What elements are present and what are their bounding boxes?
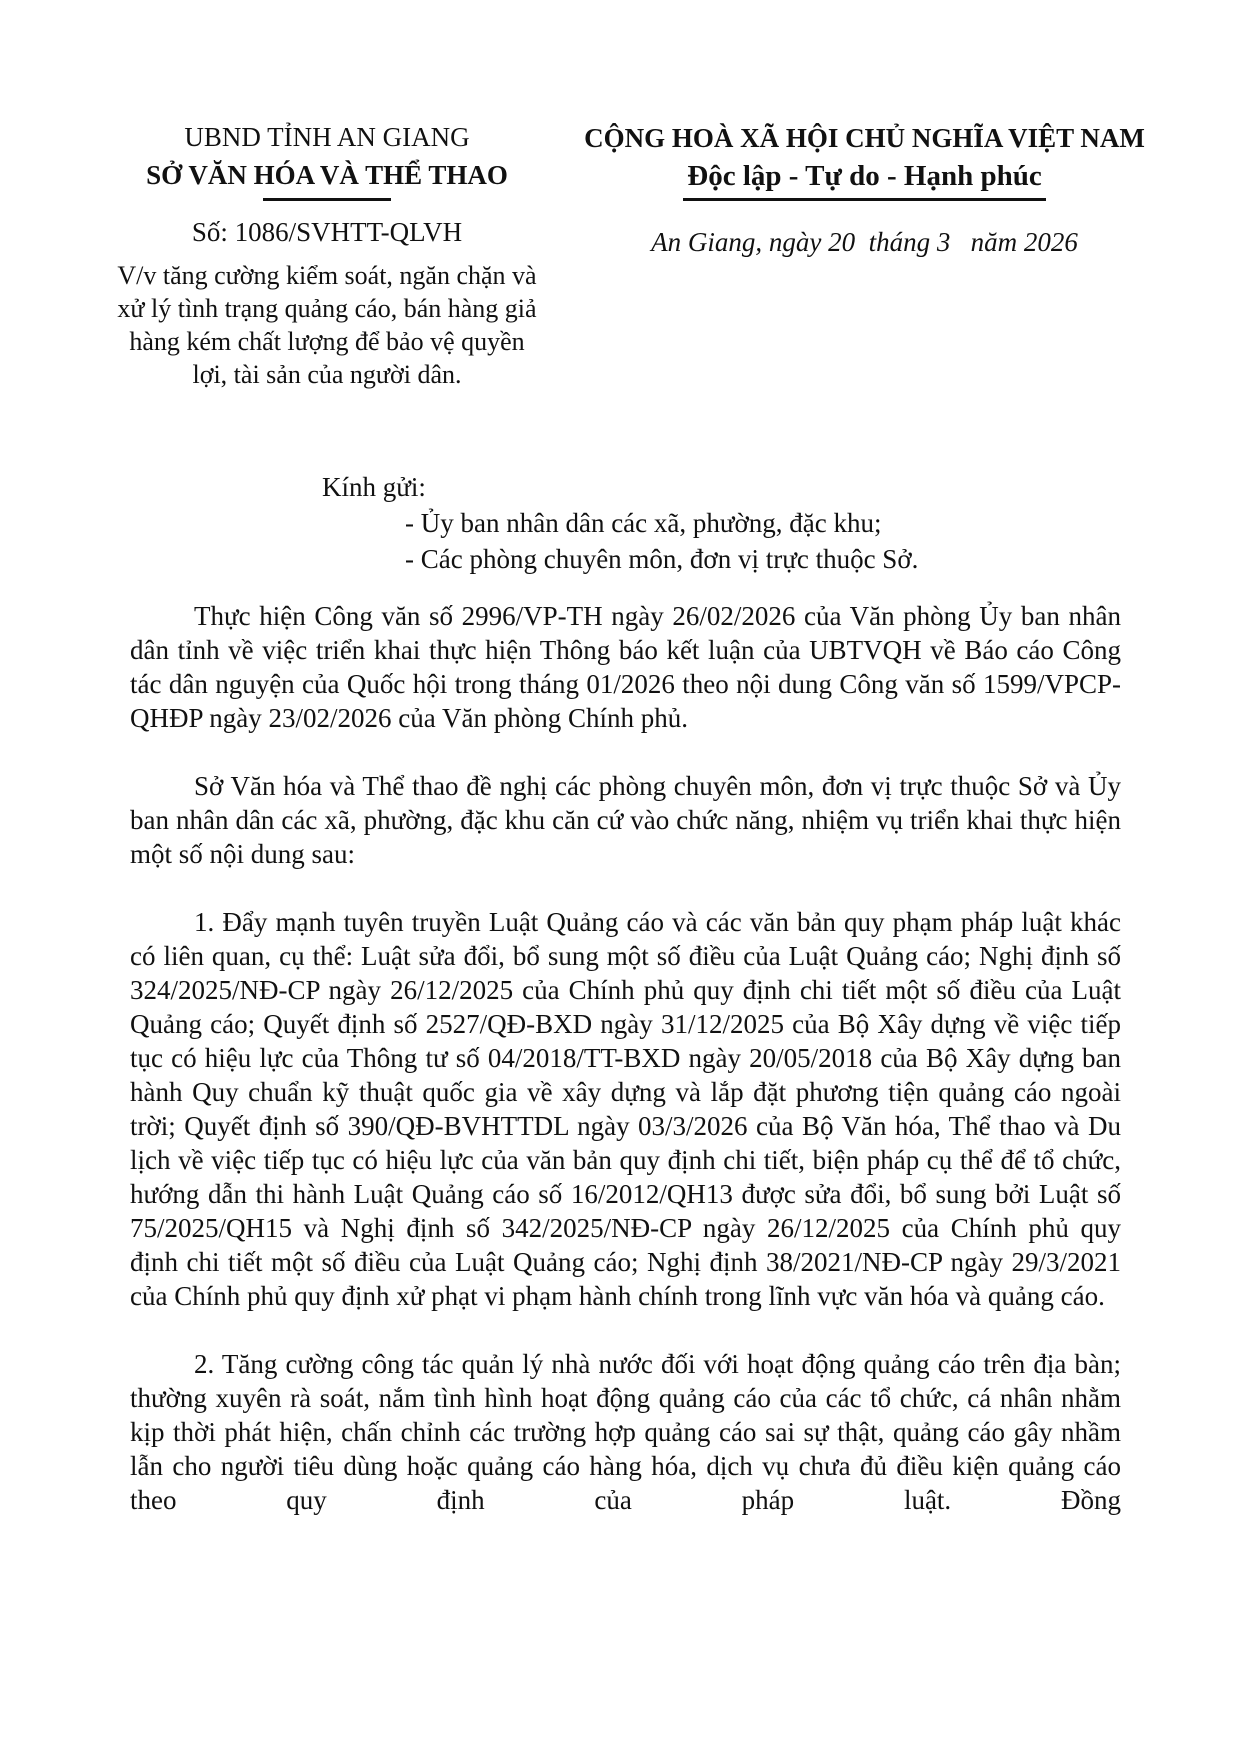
issuing-agency-block: [88, 118, 566, 391]
org-underline-rule: [263, 198, 391, 201]
recipients-label: Kính gửi:: [322, 472, 426, 502]
place-date-line: An Giang, ngày 20 tháng 3 năm 2026: [651, 227, 1078, 257]
org-parent-name: UBND TỈNH AN GIANG: [184, 122, 470, 152]
document-number: Số: 1086/SVHTT-QLVH: [191, 217, 463, 247]
body-paragraph: Thực hiện Công văn số 2996/VP-TH ngày 26/02/2026 của Văn phòng Ủy ban nhân dân tỉnh về việc triển khai thực hiện Thông báo kết luận của UBTVQH về Báo cáo Công tác dân nguyện của Quốc hội trong tháng 01/2026 theo nội dung Công văn số 1599/VPCP-QHĐP ngày 23/02/2026 của Văn phòng Chính phủ.: [130, 601, 1121, 733]
national-motto-wrap: [566, 160, 1163, 201]
document-body: [0, 599, 1241, 1517]
document-subject: V/v tăng cường kiểm soát, ngăn chặn và xử lý tình trạng quảng cáo, bán hàng giả hàng kém chất lượng để bảo vệ quyền lợi, tài sản của người dân.: [117, 261, 537, 389]
body-paragraph-item-2: 2. Tăng cường công tác quản lý nhà nước đối với hoạt động quảng cáo trên địa bàn; thường xuyên rà soát, nắm tình hình hoạt động quảng cáo của các tổ chức, cá nhân nhằm kịp thời phát hiện, chấn chỉnh các trường hợp quảng cáo sai sự thật, quảng cáo gây nhầm lẫn cho người tiêu dùng hoặc quảng cáo hàng hóa, dịch vụ chưa đủ điều kiện quảng cáo theo quy định của pháp luật. Đồng: [130, 1349, 1121, 1515]
recipients-block: [0, 469, 1241, 577]
body-paragraph: Sở Văn hóa và Thể thao đề nghị các phòng chuyên môn, đơn vị trực thuộc Sở và Ủy ban nhân dân các xã, phường, đặc khu căn cứ vào chức năng, nhiệm vụ triển khai thực hiện một số nội dung sau:: [130, 771, 1121, 869]
national-motto: Độc lập - Tự do - Hạnh phúc: [683, 160, 1046, 201]
body-paragraph-item-1: 1. Đẩy mạnh tuyên truyền Luật Quảng cáo và các văn bản quy phạm pháp luật khác có liên quan, cụ thể: Luật sửa đổi, bổ sung một số điều của Luật Quảng cáo; Nghị định số 324/2025/NĐ-CP ngày 26/12/2025 của Chính phủ quy định chi tiết một số điều của Luật Quảng cáo; Quyết định số 2527/QĐ-BXD ngày 31/12/2025 của Bộ Xây dựng về việc tiếp tục có hiệu lực của Thông tư số 04/2018/TT-BXD ngày 20/05/2018 của Bộ Xây dựng ban hành Quy chuẩn kỹ thuật quốc gia về xây dựng và lắp đặt phương tiện quảng cáo ngoài trời; Quyết định số 390/QĐ-BVHTTDL ngày 03/3/2026 của Bộ Văn hóa, Thể thao và Du lịch về việc tiếp tục có hiệu lực của văn bản quy định chi tiết, biện pháp cụ thể để tổ chức, hướng dẫn thi hành Luật Quảng cáo số 16/2012/QH13 được sửa đổi, bổ sung bởi Luật số 75/2025/QH15 và Nghị định số 342/2025/NĐ-CP ngày 26/12/2025 của Chính phủ quy định chi tiết một số điều của Luật Quảng cáo; Nghị định 38/2021/NĐ-CP ngày 29/3/2021 của Chính phủ quy định xử phạt vi phạm hành chính trong lĩnh vực văn hóa và quảng cáo.: [130, 907, 1121, 1311]
org-name: SỞ VĂN HÓA VÀ THỂ THAO: [146, 160, 508, 190]
recipient-item: - Các phòng chuyên môn, đơn vị trực thuộc Sở.: [405, 544, 919, 574]
recipient-item: - Ủy ban nhân dân các xã, phường, đặc khu;: [405, 508, 882, 538]
national-header-block: [566, 118, 1163, 391]
document-header: [0, 0, 1241, 391]
national-title: CỘNG HOÀ XÃ HỘI CHỦ NGHĨA VIỆT NAM: [584, 123, 1145, 153]
